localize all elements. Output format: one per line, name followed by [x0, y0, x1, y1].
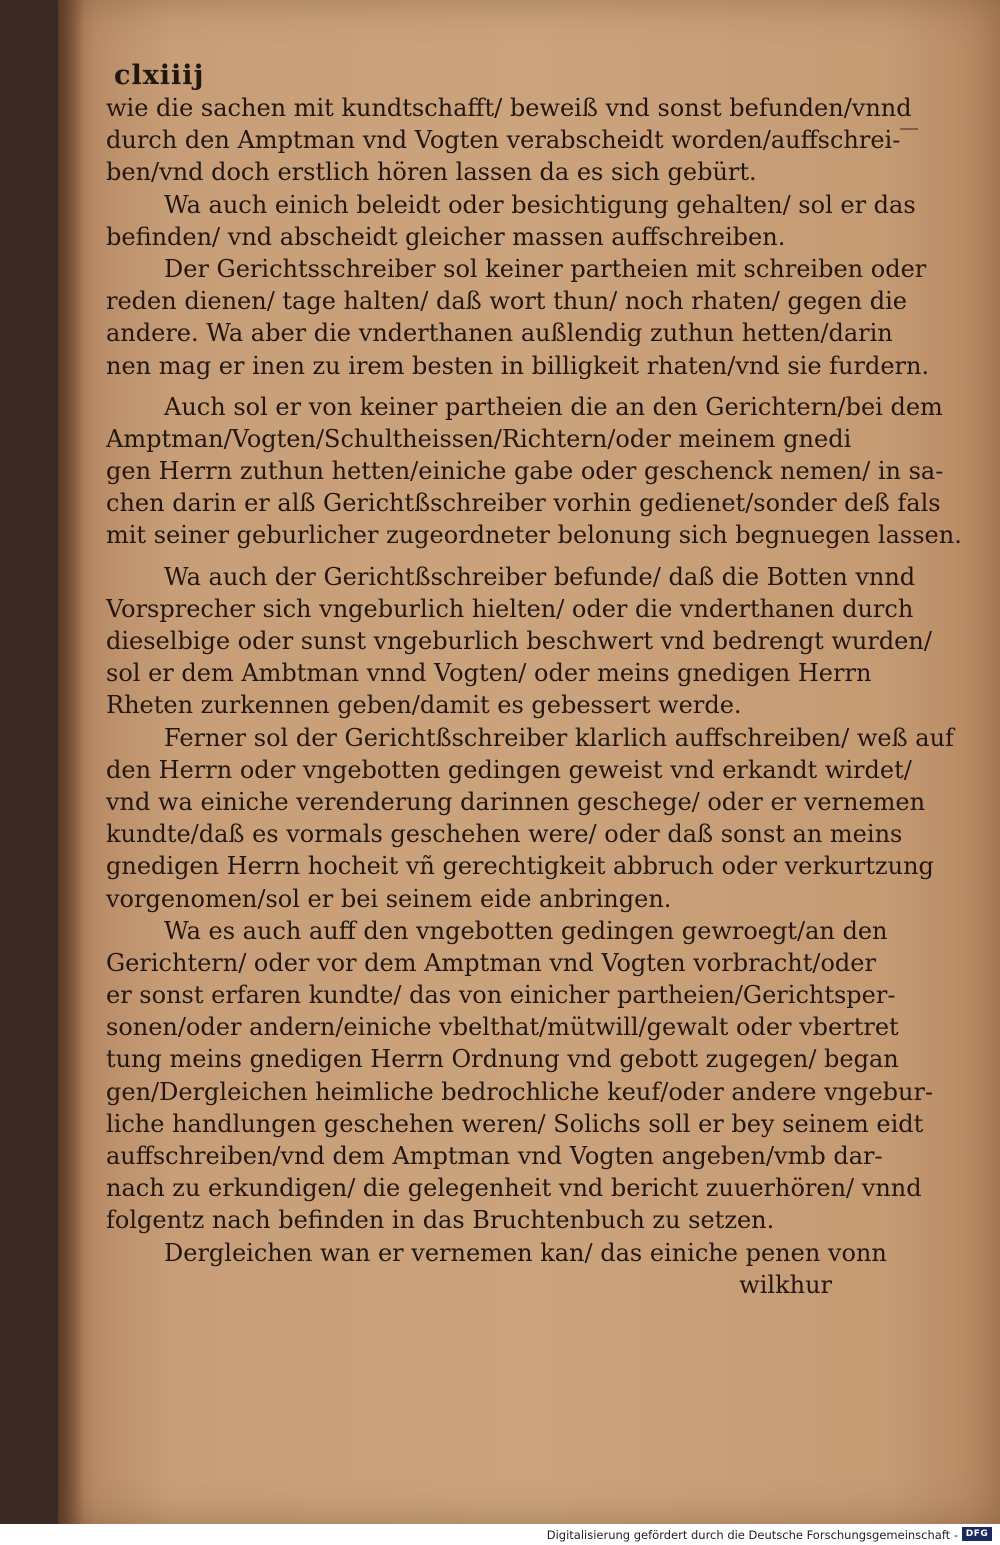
text-line: Gerichtern/ oder vor dem Amptman vnd Vogten vorbracht/oder	[106, 948, 876, 977]
text-line: wilkhur	[739, 1270, 832, 1299]
text-line: chen darin er alß Gerichtßschreiber vorhin gedienet/sonder deß fals	[106, 489, 941, 518]
text-line: auffschreiben/vnd dem Amptman vnd Vogten angeben/vmb dar-	[106, 1142, 883, 1170]
text-line: andere. Wa aber die vnderthanen außlendig zuthun hetten/darin	[106, 319, 893, 348]
text-line: durch den Amptman vnd Vogten verabscheidt worden/auffschrei-	[106, 126, 901, 155]
text-line: liche handlungen geschehen weren/ Solichs soll er bey seinem eidt	[106, 1109, 924, 1138]
text-line: ben/vnd doch erstlich hören lassen da es sich gebürt.	[106, 158, 757, 187]
text-line: Wa auch der Gerichtßschreiber befunde/ daß die Botten vnnd	[164, 562, 916, 591]
text-line: Rheten zurkennen geben/damit es gebessert werde.	[106, 691, 742, 720]
text-line: tung meins gnedigen Herrn Ordnung vnd gebott zugegen/ began	[106, 1045, 899, 1074]
text-line: dieselbige oder sunst vngeburlich beschwert vnd bedrengt wurden/	[106, 627, 932, 655]
text-line: mit seiner geburlicher zugeordneter belonung sich begnuegen lassen.	[106, 521, 962, 550]
text-line: Auch sol er von keiner partheien die an den Gerichtern/bei dem	[164, 392, 943, 421]
paragraph-gap	[106, 552, 832, 561]
dfg-logo: DFG	[962, 1527, 992, 1541]
text-line: sol er dem Ambtman vnnd Vogten/ oder meins gnedigen Herrn	[106, 659, 872, 688]
text-lines	[106, 92, 962, 1301]
text-line: den Herrn oder vngebotten gedingen geweist vnd erkandt wirdet/	[106, 755, 912, 784]
text-line: befinden/ vnd abscheidt gleicher massen auffschreiben.	[106, 222, 786, 251]
text-line: wie die sachen mit kundtschafft/ beweiß vnd sonst befunden/vnnd	[106, 94, 912, 122]
text-line: er sonst erfaren kundte/ das von einicher partheien/Gerichtsper-	[106, 981, 896, 1010]
text-line: kundte/daß es vormals geschehen were/ oder daß sonst an meins	[106, 820, 903, 849]
text-line: Wa auch einich beleidt oder besichtigung gehalten/ sol er das	[164, 190, 916, 219]
text-line: nach zu erkundigen/ die gelegenheit vnd bericht zuuerhören/ vnnd	[106, 1174, 922, 1203]
page-text	[106, 60, 962, 1301]
text-line: Vorsprecher sich vngeburlich hielten/ oder die vnderthanen durch	[106, 594, 914, 623]
text-line: gen Herrn zuthun hetten/einiche gabe oder geschenck nemen/ in sa-	[106, 457, 944, 486]
text-line: vnd wa einiche verenderung darinnen geschege/ oder er vernemen	[106, 787, 926, 816]
text-line: sonen/oder andern/einiche vbelthat/mütwill/gewalt oder vbertret	[106, 1013, 899, 1042]
text-line: Der Gerichtsschreiber sol keiner partheien mit schreiben oder	[164, 254, 927, 283]
margin-mark	[900, 128, 918, 130]
paragraph-gap	[106, 382, 832, 391]
text-line: Ferner sol der Gerichtßschreiber klarlich auffschreiben/ weß auf	[164, 723, 954, 752]
text-line: reden dienen/ tage halten/ daß wort thun/ noch rhaten/ gegen die	[106, 287, 907, 316]
folio-number: clxiiij	[114, 60, 205, 91]
footer-bar	[0, 1524, 1000, 1545]
text-line: Wa es auch auff den vngebotten gedingen gewroegt/an den	[164, 916, 888, 945]
text-line: gen/Dergleichen heimliche bedrochliche keuf/oder andere vngebur-	[106, 1077, 934, 1106]
text-line: Dergleichen wan er vernemen kan/ das einiche penen vonn	[164, 1238, 887, 1267]
text-line: gnedigen Herrn hocheit vñ gerechtigkeit abbruch oder verkurtzung	[106, 852, 934, 881]
text-line: nen mag er inen zu irem besten in billigkeit rhaten/vnd sie furdern.	[106, 351, 930, 380]
page-gutter-shadow	[58, 0, 84, 1524]
text-line: vorgenomen/sol er bei seinem eide anbringen.	[106, 884, 672, 913]
text-line: folgentz nach befinden in das Bruchtenbuch zu setzen.	[106, 1206, 775, 1235]
funding-credit: Digitalisierung gefördert durch die Deutsche Forschungsgemeinschaft -	[546, 1528, 958, 1542]
text-line: Amptman/Vogten/Schultheissen/Richtern/oder meinem gnedi	[106, 424, 852, 453]
